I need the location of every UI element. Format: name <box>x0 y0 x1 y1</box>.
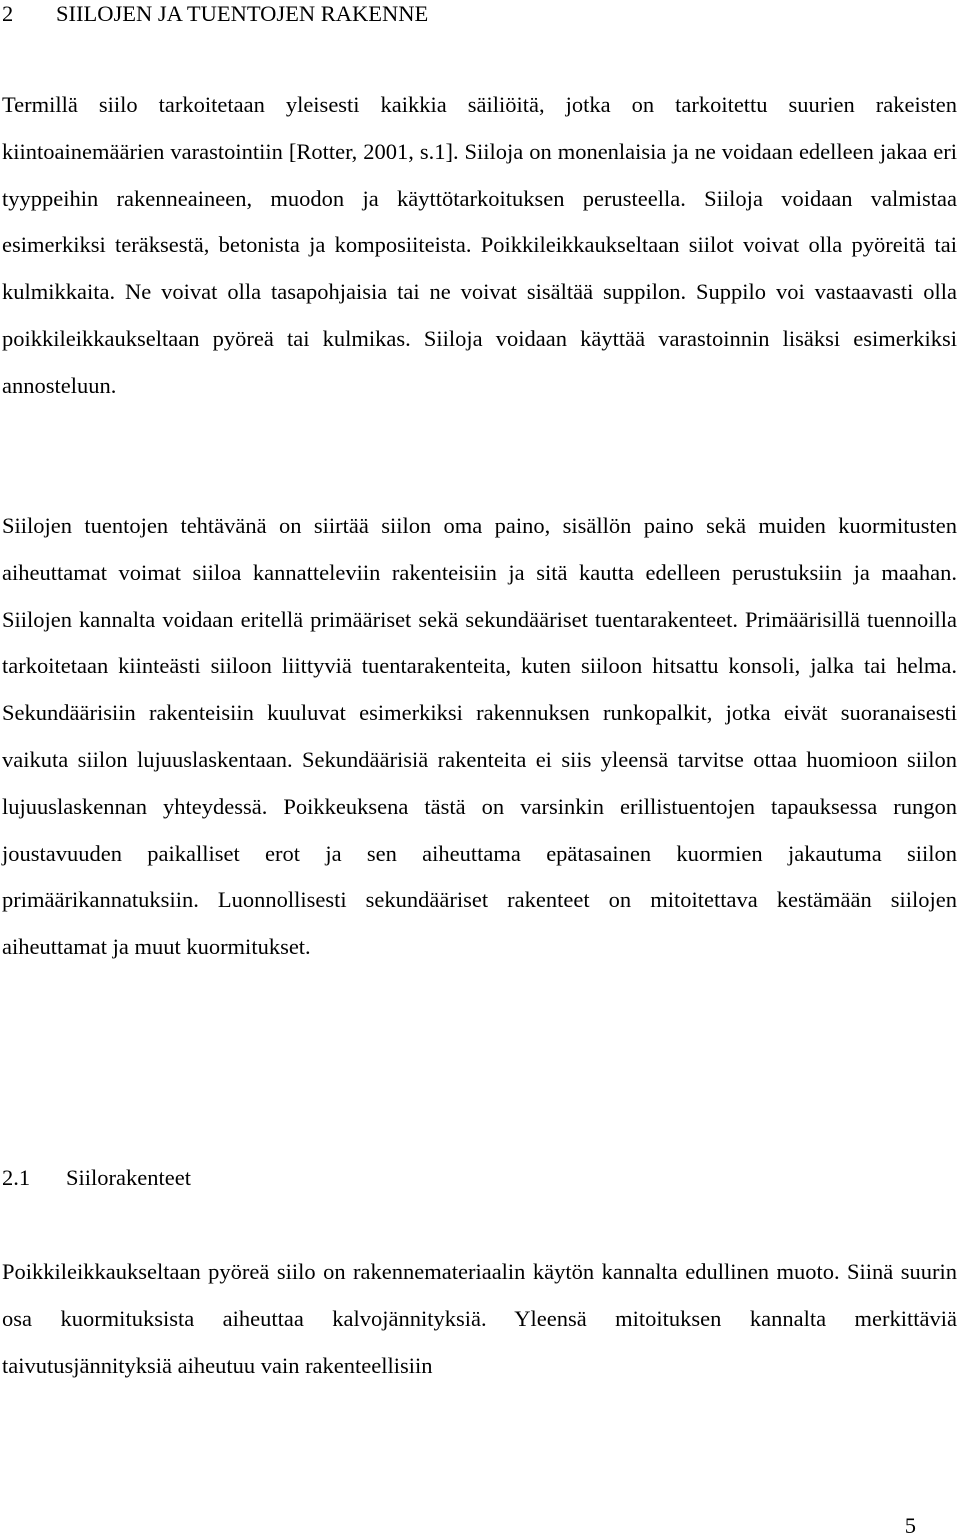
section-number: 2 <box>2 1 14 26</box>
subsection-number: 2.1 <box>2 1165 31 1190</box>
section-heading <box>2 0 428 28</box>
section-title: SIILOJEN JA TUENTOJEN RAKENNE <box>56 1 429 26</box>
paragraph-silo-structures: Poikkileikkaukseltaan pyöreä siilo on rakennemateriaalin käytön kannalta edullinen muoto. Siinä suurin osa kuormituksista aiheuttaa kalvojännityksiä. Yleensä mitoituksen kannalta merkittäviä taivutusjännityksiä aiheutuu vain rakenteellisiin <box>2 1259 957 1378</box>
subsection-heading <box>2 1164 191 1192</box>
page-number: 5 <box>904 1513 916 1538</box>
subsection-title: Siilorakenteet <box>66 1165 191 1190</box>
paragraph-silo-supports: Siilojen tuentojen tehtävänä on siirtää siilon oma paino, sisällön paino sekä muiden kuormitusten aiheuttamat voimat siiloa kannatteleviin rakenteisiin ja sitä kautta edelleen perustuksiin ja maahan. Siilojen kannalta voidaan eritellä primääriset sekä sekundääriset tuentarakenteet. Primäärisillä tuennoilla tarkoitetaan kiinteästi siiloon liittyviä tuentarakenteita, kuten siiloon hitsattu konsoli, jalka tai helma. Sekundäärisiin rakenteisiin kuuluvat esimerkiksi rakennuksen runkopalkit, jotka eivät suoranaisesti vaikuta siilon lujuuslaskentaan. Sekundäärisiä rakenteita ei siis yleensä tarvitse ottaa huomioon siilon lujuuslaskennan yhteydessä. Poikkeuksena tästä on varsinkin erillistuentojen tapauksessa rungon joustavuuden paikalliset erot ja sen aiheuttama epätasainen kuormien jakautuma siilon primäärikannatuksiin. Luonnollisesti sekundääriset rakenteet on mitoitettava kestämään siilojen aiheuttamat ja muut kuormitukset. <box>2 513 957 960</box>
paragraph-silo-definition: Termillä siilo tarkoitetaan yleisesti kaikkia säiliöitä, jotka on tarkoitettu suurien rakeisten kiintoainemäärien varastointiin [Rotter, 2001, s.1]. Siiloja on monenlaisia ja ne voidaan edelleen jakaa eri tyyppeihin rakenneaineen, muodon ja käyttötarkoituksen perusteella. Siiloja voidaan valmistaa esimerkiksi teräksestä, betonista ja komposiiteista. Poikkileikkaukseltaan siilot voivat olla pyöreitä tai kulmikkaita. Ne voivat olla tasapohjaisia tai ne voivat sisältää suppilon. Suppilo voi vastaavasti olla poikkileikkaukseltaan pyöreä tai kulmikas. Siiloja voidaan käyttää varastoinnin lisäksi esimerkiksi annosteluun. <box>2 92 957 398</box>
